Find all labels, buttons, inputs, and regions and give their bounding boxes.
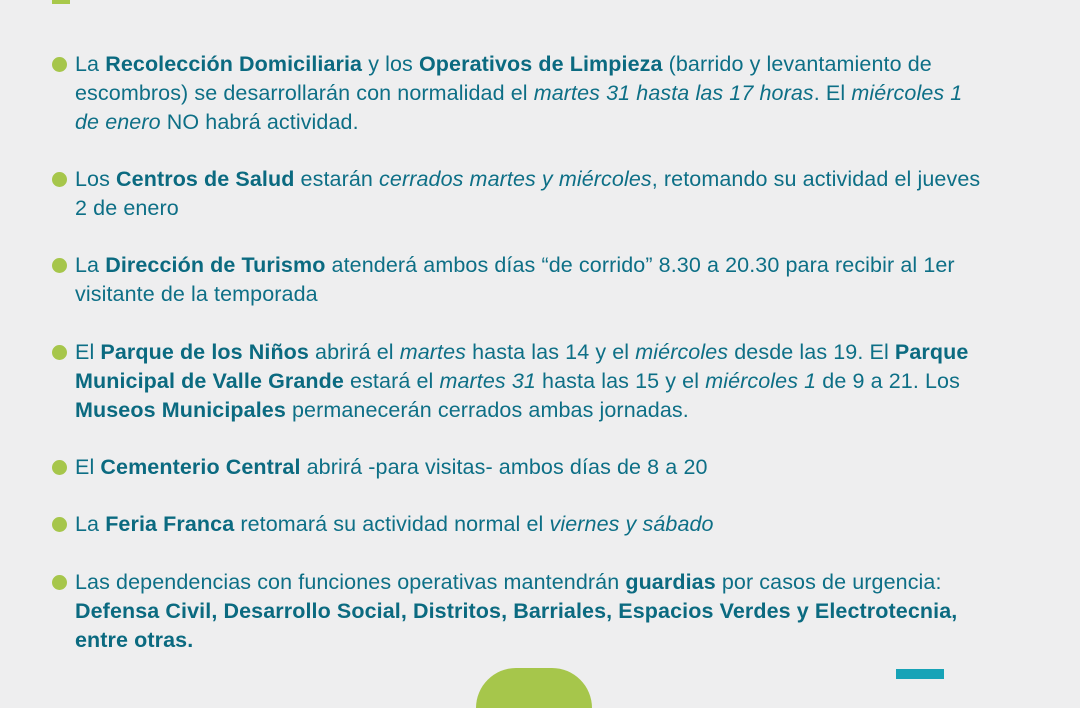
list-item-turismo bbox=[75, 251, 985, 309]
bullet-icon bbox=[52, 172, 67, 187]
bullet-icon bbox=[52, 517, 67, 532]
item-text: La Recolección Domiciliaria y los Operativos de Limpieza (barrido y levantamiento de escombros) se desarrollarán con normalidad el martes 31 hasta las 17 horas. El miércoles 1 de enero NO habrá actividad. bbox=[75, 52, 963, 134]
item-text: Las dependencias con funciones operativas mantendrán guardias por casos de urgencia: Defensa Civil, Desarrollo Social, Distritos, Barriales, Espacios Verdes y Electrotecnia, entre otras. bbox=[75, 570, 958, 652]
list-item-parques bbox=[75, 338, 985, 425]
bullet-icon bbox=[52, 345, 67, 360]
item-text: La Dirección de Turismo atenderá ambos días “de corrido” 8.30 a 20.30 para recibir al 1er visitante de la temporada bbox=[75, 253, 955, 306]
item-text: El Cementerio Central abrirá -para visitas- ambos días de 8 a 20 bbox=[75, 455, 708, 479]
bullet-icon bbox=[52, 460, 67, 475]
list-item-cementerio bbox=[75, 453, 985, 482]
list-item-feria bbox=[75, 510, 985, 539]
list-item-centros-salud bbox=[75, 165, 985, 223]
top-accent-bar bbox=[52, 0, 70, 4]
bullet-icon bbox=[52, 258, 67, 273]
item-text: Los Centros de Salud estarán cerrados martes y miércoles, retomando su actividad el jueves 2 de enero bbox=[75, 167, 981, 220]
bullet-icon bbox=[52, 57, 67, 72]
list-item-guardias bbox=[75, 568, 985, 655]
item-text: La Feria Franca retomará su actividad normal el viernes y sábado bbox=[75, 512, 714, 536]
decorative-bar bbox=[896, 669, 944, 679]
list-item-recoleccion bbox=[75, 50, 985, 137]
decorative-arc bbox=[476, 668, 592, 708]
item-text: El Parque de los Niños abrirá el martes hasta las 14 y el miércoles desde las 19. El Parque Municipal de Valle Grande estará el martes 31 hasta las 15 y el miércoles 1 de 9 a 21. Los Museos Municipales permanecerán cerrados ambas jornadas. bbox=[75, 340, 969, 422]
bullet-icon bbox=[52, 575, 67, 590]
